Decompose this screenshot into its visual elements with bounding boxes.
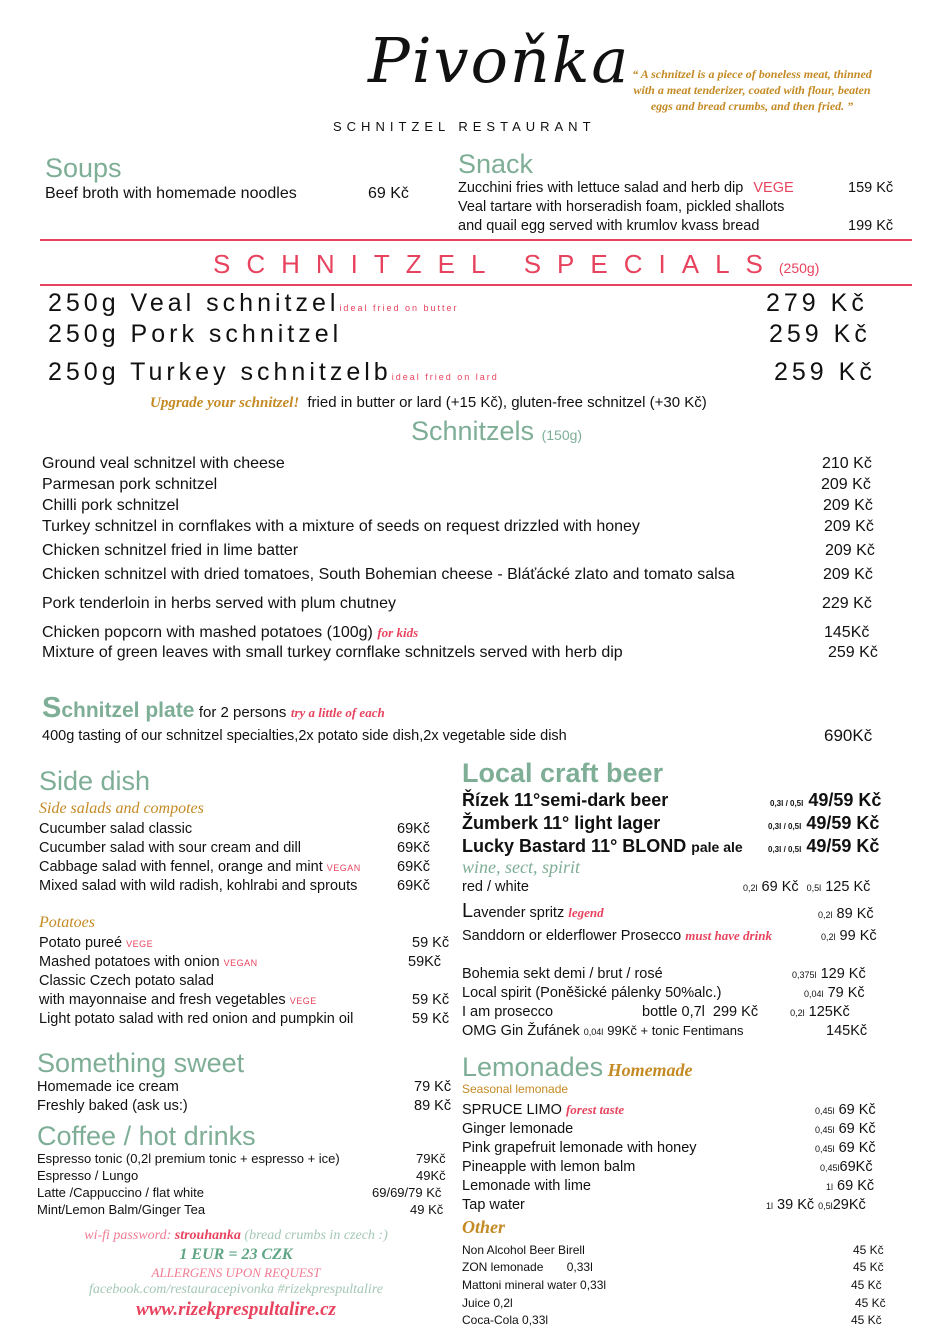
beer-item-name: Lucky Bastard 11° BLOND xyxy=(462,836,687,856)
sweet-title: Something sweet xyxy=(37,1048,245,1078)
wine-volume: 0,2l xyxy=(743,883,758,893)
special-name: 250g Pork schnitzel xyxy=(48,320,343,348)
schnitzel-item: Chicken schnitzel fried in lime batter xyxy=(42,542,299,559)
exchange-rate: 1 EUR = 23 CZK xyxy=(179,1246,293,1263)
plate-persons: for 2 persons xyxy=(198,704,287,721)
lemonade-price xyxy=(815,1139,876,1158)
schnitzel-item: Ground veal schnitzel with cheese xyxy=(42,455,285,472)
upgrade-line xyxy=(150,394,707,412)
gin-name: OMG Gin Žufánek xyxy=(462,1023,580,1039)
coffee-price: 49Kč xyxy=(416,1168,446,1183)
coffee-title: Coffee / hot drinks xyxy=(37,1121,256,1151)
gin-mid: 99Kč + tonic Fentimans xyxy=(607,1023,744,1038)
sweet-price: 89 Kč xyxy=(414,1098,452,1114)
salad-item: Cucumber salad with sour cream and dill xyxy=(39,840,301,856)
wifi-line xyxy=(40,1228,432,1244)
schnitzel-item: Chilli pork schnitzel xyxy=(42,497,179,514)
upgrade-text: fried in butter or lard (+15 Kč), gluten-free schnitzel (+30 Kč) xyxy=(307,394,707,411)
wine-volume: 0,5l xyxy=(806,883,822,893)
prosecco-bottle: bottle 0,7l xyxy=(642,1004,705,1020)
coffee-price: 69/69/79 Kč xyxy=(372,1185,442,1200)
potato-price: 59 Kč xyxy=(412,1011,450,1027)
coffee-item: Espresso tonic (0,2l premium tonic + espresso + ice) xyxy=(37,1151,340,1166)
wine-price-value: 129 Kč xyxy=(820,966,866,982)
plate-desc: 400g tasting of our schnitzel specialties,2x potato side dish,2x vegetable side dish xyxy=(42,728,567,744)
specials-title xyxy=(213,249,819,280)
special-price: 259 Kč xyxy=(774,358,876,386)
soups-title: Soups xyxy=(45,153,122,183)
seasonal-label: Seasonal lemonade xyxy=(462,1082,569,1096)
other-price: 45 Kč xyxy=(851,1278,882,1292)
divider xyxy=(40,239,912,241)
wine-volume: 0,2l xyxy=(821,932,836,942)
potato-item xyxy=(39,934,153,953)
tap-price-value: 29Kč xyxy=(832,1197,866,1213)
sweet-price: 79 Kč xyxy=(414,1079,452,1095)
lemonade-price-value: 69Kč xyxy=(839,1159,873,1175)
lemonade-price-value: 69 Kč xyxy=(838,1102,876,1118)
specials-weight: (250g) xyxy=(778,260,820,276)
wine-volume: 0,2l xyxy=(818,910,833,920)
tap-price-value: 39 Kč xyxy=(777,1197,815,1213)
special-item xyxy=(48,358,499,387)
homemade-label: Homemade xyxy=(607,1060,693,1080)
lemonade-price-value: 69 Kč xyxy=(838,1140,876,1156)
lemonades-title-text: Lemonades xyxy=(462,1052,604,1082)
schnitzels-title-text: Schnitzels xyxy=(411,416,535,446)
vege-tag: VEGE xyxy=(289,996,317,1006)
potato-item xyxy=(39,953,258,972)
wine-item: red / white xyxy=(462,879,529,895)
quote-line: “ A schnitzel is a piece of boneless meat, thinned xyxy=(632,67,872,81)
wine-title: wine, sect, spirit xyxy=(462,857,580,877)
beer-item: Řízek 11°semi-dark beer xyxy=(462,790,669,810)
schnitzel-price: 209 Kč xyxy=(823,566,873,583)
allergens-note: ALLERGENS UPON REQUEST xyxy=(151,1265,321,1280)
divider xyxy=(40,284,912,286)
header-quote xyxy=(592,66,912,114)
other-item: Coca-Cola 0,33l xyxy=(462,1313,549,1327)
beer-item xyxy=(462,836,743,857)
beer-price xyxy=(768,813,879,834)
lemonade-volume: 1l xyxy=(826,1182,834,1192)
tap-water-price xyxy=(766,1196,866,1215)
side-title: Side dish xyxy=(39,766,151,796)
wifi-note: (bread crumbs in czech :) xyxy=(244,1228,388,1243)
lemonade-price xyxy=(826,1177,874,1196)
salad-item-name: Cabbage salad with fennel, orange and mint xyxy=(39,859,323,875)
snack-item: Veal tartare with horseradish foam, pickled shallots xyxy=(458,199,785,215)
potato-item-name: with mayonnaise and fresh vegetables xyxy=(39,992,286,1008)
quote-line: eggs and bread crumbs, and then fried. ” xyxy=(650,99,854,113)
wine-item: Bohemia sekt demi / brut / rosé xyxy=(462,966,663,982)
schnitzel-price: 210 Kč xyxy=(822,455,872,472)
potato-price: 59Kč xyxy=(408,954,442,970)
special-name: 250g Veal schnitzel xyxy=(48,289,340,317)
wifi-label: wi-fi password: xyxy=(84,1228,172,1243)
upgrade-label: Upgrade your schnitzel! xyxy=(150,395,300,411)
schnitzel-item: Pork tenderloin in herbs served with plum chutney xyxy=(42,595,396,612)
vegan-tag: VEGAN xyxy=(223,958,258,968)
salad-price: 69Kč xyxy=(397,859,431,875)
lemonade-price xyxy=(820,1158,873,1177)
other-item: ZON lemonade 0,33l xyxy=(462,1260,593,1274)
lemonade-volume: 0,45l xyxy=(815,1125,835,1135)
other-item: Non Alcohol Beer Birell xyxy=(462,1243,585,1257)
snack-title: Snack xyxy=(458,149,534,179)
vege-tag: VEGE xyxy=(753,180,794,196)
lemonade-price xyxy=(815,1120,876,1139)
potatoes-subtitle: Potatoes xyxy=(39,914,95,931)
wine-item: I am prosecco xyxy=(462,1004,554,1020)
schnitzel-item: Mixture of green leaves with small turkey cornflake schnitzels served with herb dip xyxy=(42,644,623,661)
quote-line: with a meat tenderizer, coated with flour, beaten xyxy=(633,83,871,97)
potato-item-name: Potato pureé xyxy=(39,935,123,951)
social-links[interactable]: facebook.com/restauracepivonka #rizekprespultalire xyxy=(89,1282,383,1297)
special-price: 279 Kč xyxy=(766,289,868,317)
other-title: Other xyxy=(462,1217,506,1237)
wine-price-value: 69 Kč xyxy=(761,879,799,895)
wine-volume: 0,375l xyxy=(792,970,817,980)
wine-price-value: 125 Kč xyxy=(825,879,871,895)
special-price: 259 Kč xyxy=(769,320,871,348)
schnitzel-price: 145Kč xyxy=(824,624,870,641)
vegan-tag: VEGAN xyxy=(326,863,361,873)
coffee-item: Espresso / Lungo xyxy=(37,1168,139,1183)
lemonade-price xyxy=(815,1101,876,1120)
specials-title-text: SCHNITZEL SPECIALS xyxy=(213,249,779,279)
beer-volume: 0,3l / 0,5l xyxy=(768,845,802,854)
wine-price-value: 99 Kč xyxy=(839,928,877,944)
potato-price: 59 Kč xyxy=(412,992,450,1008)
plate-title-first: S xyxy=(42,692,62,724)
lemonade-volume: 0,45l xyxy=(815,1144,835,1154)
lavender-rest: avender spritz xyxy=(473,905,565,921)
wine-volume: 0,04l xyxy=(583,1027,604,1037)
beer-price xyxy=(768,836,879,857)
wine-price-value: 89 Kč xyxy=(836,906,874,922)
website-link[interactable]: www.rizekprespultalire.cz xyxy=(136,1299,336,1320)
salad-item xyxy=(39,858,361,877)
lemonades-title xyxy=(462,1052,693,1082)
schnitzel-price: 209 Kč xyxy=(824,518,874,535)
other-price: 45 Kč xyxy=(851,1313,882,1327)
lemonade-name: SPRUCE LIMO xyxy=(462,1102,562,1118)
lemonade-item xyxy=(462,1101,624,1119)
soup-item: Beef broth with homemade noodles xyxy=(45,185,297,202)
wine-item xyxy=(462,927,772,945)
potato-item xyxy=(39,991,317,1010)
lemonade-volume: 0,45l xyxy=(820,1163,840,1173)
lemonade-item: Pink grapefruit lemonade with honey xyxy=(462,1140,697,1156)
special-item xyxy=(48,289,459,318)
tagline: SCHNITZEL RESTAURANT xyxy=(333,119,596,134)
tap-water-item: Tap water xyxy=(462,1197,525,1213)
salads-subtitle: Side salads and compotes xyxy=(39,800,204,817)
wine-price xyxy=(642,1003,850,1022)
other-item: Mattoni mineral water 0,33l xyxy=(462,1278,607,1292)
coffee-item: Latte /Cappuccino / flat white xyxy=(37,1185,204,1200)
wine-item: Local spirit (Poněšické pálenky 50%alc.) xyxy=(462,985,722,1001)
beer-price-value: 49/59 Kč xyxy=(806,813,880,833)
other-price: 45 Kč xyxy=(853,1243,884,1257)
beer-price-value: 49/59 Kč xyxy=(806,836,880,856)
wine-price: 145Kč xyxy=(826,1023,868,1039)
beer-volume: 0,3l / 0,5l xyxy=(770,799,804,808)
wine-item xyxy=(462,902,604,922)
vege-tag: VEGE xyxy=(126,939,154,949)
wine-volume: 0,2l xyxy=(790,1008,805,1018)
special-note: ideal fried on butter xyxy=(339,303,459,313)
kids-tag: for kids xyxy=(377,625,419,640)
plate-tag: try a little of each xyxy=(290,705,385,720)
snack-item-name: Zucchini fries with lettuce salad and herb dip xyxy=(458,180,744,196)
wine-price xyxy=(792,965,866,984)
schnitzel-item xyxy=(42,623,418,642)
coffee-item: Mint/Lemon Balm/Ginger Tea xyxy=(37,1202,206,1217)
snack-price: 199 Kč xyxy=(848,218,894,234)
schnitzel-item-name: Chicken popcorn with mashed potatoes (100g) xyxy=(42,624,373,641)
schnitzels-title xyxy=(411,416,582,450)
wine-price xyxy=(821,927,877,946)
wine-price-value: 79 Kč xyxy=(827,985,865,1001)
other-item: Juice 0,2l xyxy=(462,1296,513,1310)
prosecco-bottle-price: 299 Kč xyxy=(712,1004,759,1020)
schnitzel-price: 209 Kč xyxy=(821,476,871,493)
lemonade-item: Pineapple with lemon balm xyxy=(462,1159,636,1175)
snack-item xyxy=(458,179,794,197)
coffee-price: 79Kč xyxy=(416,1151,446,1166)
wine-price-value: 125Kč xyxy=(808,1004,850,1020)
schnitzel-price: 209 Kč xyxy=(823,497,873,514)
beer-price xyxy=(770,790,881,811)
salad-price: 69Kč xyxy=(397,840,431,856)
soup-price: 69 Kč xyxy=(368,185,409,202)
schnitzel-price: 259 Kč xyxy=(828,644,878,661)
plate-price: 690Kč xyxy=(824,726,873,745)
potato-price: 59 Kč xyxy=(412,935,450,951)
wine-price xyxy=(804,984,865,1003)
coffee-price: 49 Kč xyxy=(410,1202,444,1217)
lemonade-price-value: 69 Kč xyxy=(838,1121,876,1137)
potato-item: Classic Czech potato salad xyxy=(39,973,214,989)
must-have-tag: must have drink xyxy=(685,928,772,943)
lavender-first: L xyxy=(462,900,474,922)
beer-title: Local craft beer xyxy=(462,758,664,788)
lemonade-item: Ginger lemonade xyxy=(462,1121,574,1137)
plate-title-rest: chnitzel plate xyxy=(61,699,195,722)
salad-item: Mixed salad with wild radish, kohlrabi and sprouts xyxy=(39,878,358,894)
wine-price xyxy=(743,878,870,897)
legend-tag: legend xyxy=(568,905,604,920)
wine-item xyxy=(462,1022,743,1041)
salad-price: 69Kč xyxy=(397,878,431,894)
schnitzel-item: Turkey schnitzel in cornflakes with a mixture of seeds on request drizzled with honey xyxy=(42,518,640,535)
potato-item: Light potato salad with red onion and pumpkin oil xyxy=(39,1011,354,1027)
schnitzel-price: 229 Kč xyxy=(822,595,872,612)
other-price: 45 Kč xyxy=(855,1296,886,1310)
beer-price-value: 49/59 Kč xyxy=(808,790,882,810)
lemonade-price-value: 69 Kč xyxy=(837,1178,875,1194)
schnitzel-price: 209 Kč xyxy=(825,542,875,559)
wifi-password: strouhanka xyxy=(174,1228,241,1243)
beer-extra: pale ale xyxy=(691,839,743,855)
plate-title xyxy=(42,692,385,725)
salad-item: Cucumber salad classic xyxy=(39,821,193,837)
beer-volume: 0,3l / 0,5l xyxy=(768,822,802,831)
schnitzel-item: Chicken schnitzel with dried tomatoes, South Bohemian cheese - Bláťácké zlato and tomato salsa xyxy=(42,566,735,583)
schnitzel-item: Parmesan pork schnitzel xyxy=(42,476,218,493)
schnitzels-weight: (150g) xyxy=(541,427,583,443)
forest-tag: forest taste xyxy=(565,1102,625,1117)
restaurant-logo: Pivoňka xyxy=(368,24,631,97)
sweet-item: Freshly baked (ask us:) xyxy=(37,1098,188,1114)
special-name: 250g Turkey schnitzelb xyxy=(48,358,392,386)
tap-volume: 0,5l xyxy=(818,1201,833,1211)
snack-item: and quail egg served with krumlov kvass bread xyxy=(458,218,760,234)
beer-item: Žumberk 11° light lager xyxy=(462,813,661,833)
lemonade-volume: 0,45l xyxy=(815,1106,835,1116)
tap-volume: 1l xyxy=(766,1201,774,1211)
lemonade-item: Lemonade with lime xyxy=(462,1178,591,1194)
salad-price: 69Kč xyxy=(397,821,431,837)
sanddorn-name: Sanddorn or elderflower Prosecco xyxy=(462,928,682,944)
special-item xyxy=(48,320,342,349)
special-note: ideal fried on lard xyxy=(391,372,499,382)
wine-volume: 0,04l xyxy=(804,989,824,999)
potato-item-name: Mashed potatoes with onion xyxy=(39,954,220,970)
other-price: 45 Kč xyxy=(853,1260,884,1274)
wine-price xyxy=(818,905,874,924)
snack-price: 159 Kč xyxy=(848,180,894,196)
sweet-item: Homemade ice cream xyxy=(37,1079,179,1095)
